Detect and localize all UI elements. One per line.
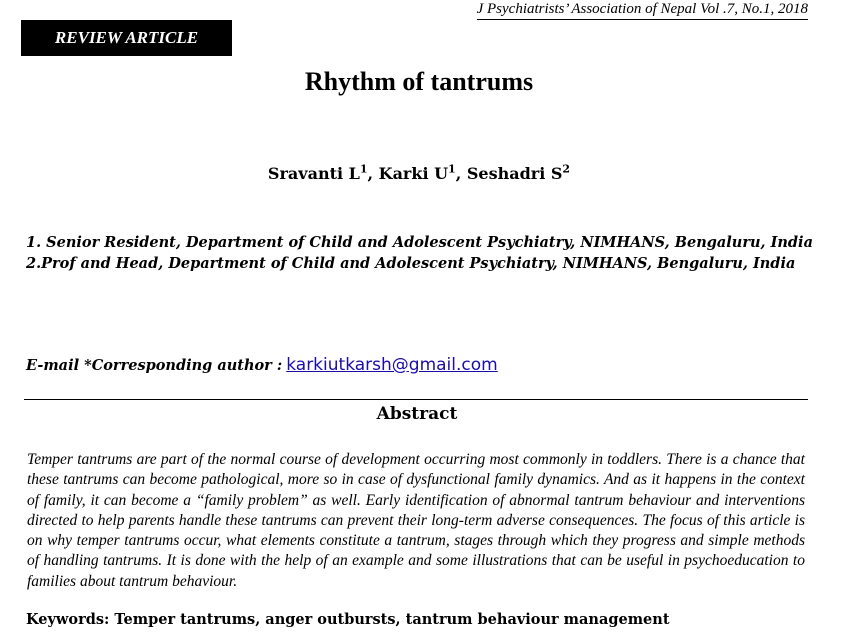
affiliation-1: 1. Senior Resident, Department of Child and Adolescent Psychiatry, NIMHANS, Bengaluru, India [26, 234, 813, 251]
author-separator: , [367, 164, 379, 183]
keywords: Keywords: Temper tantrums, anger outbursts, tantrum behaviour management [26, 611, 670, 628]
section-divider [24, 399, 808, 400]
article-type-badge: REVIEW ARTICLE [21, 20, 232, 56]
affiliation-2: 2.Prof and Head, Department of Child and Adolescent Psychiatry, NIMHANS, Bengaluru, India [26, 255, 796, 272]
author-name: Sravanti L [267, 164, 360, 183]
abstract-text: Temper tantrums are part of the normal course of development occurring most commonly in toddlers. There is a chance that these tantrums can become pathological, more so in case of dysfunctional family dynamics. And as it happens in the context of family, it can become a “family problem” as well. Early identification of abnormal tantrum behaviour and interventions directed to help parents handle these tantrums can prevent their long-term adverse consequences. The focus of this article is on why temper tantrums occur, what elements constitute a tantrum, stages through which they progress and simple methods of handling tantrums. It is done with the help of an example and some illustrations that can be useful in psychoeducation to families about tantrum behaviour. [27, 451, 805, 590]
article-title: Rhythm of tantrums [304, 67, 534, 96]
author-separator: , [455, 164, 467, 183]
author-affiliation-marker: 1 [448, 162, 456, 176]
email-link[interactable]: karkiutkarsh@gmail.com [286, 355, 498, 375]
author-affiliation-marker: 2 [562, 162, 571, 176]
author-list [0, 162, 838, 186]
corresponding-author-line [26, 353, 498, 378]
abstract-heading: Abstract [376, 404, 458, 424]
author-affiliation-marker: 1 [359, 162, 368, 176]
author-name: Seshadri S [466, 164, 563, 183]
corresponding-author-label: E-mail *Corresponding author : [26, 357, 283, 374]
journal-reference: J Psychiatrists’ Association of Nepal Vol .7, No.1, 2018 [477, 0, 808, 20]
author-name: Karki U [378, 164, 449, 183]
